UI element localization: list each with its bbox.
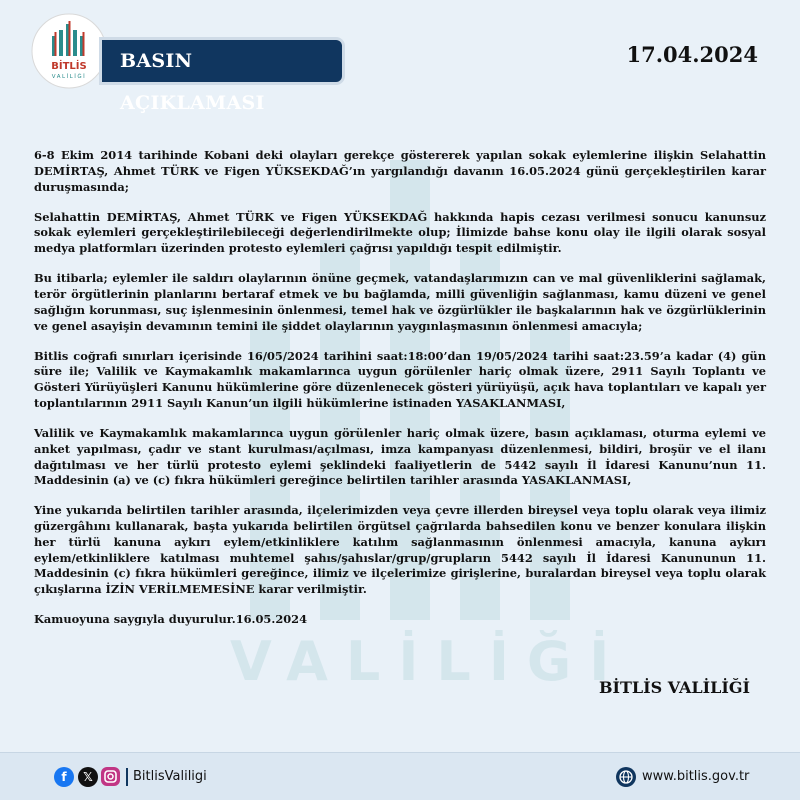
header-banner	[102, 40, 342, 114]
facebook-icon[interactable]: f	[54, 767, 74, 787]
paragraph-4: Bitlis coğrafi sınırları içerisinde 16/05/2024 tarihini saat:18:00’dan 19/05/2024 tarihi saat:23.59’a kadar (4) gün süre ile; Valilik ve Kaymakamlık makamlarınca uygun görülenler hariç olmak üzere, 2911 Sayılı Toplantı ve Gösteri Yürüyüşleri Kanunu hükümlerine göre düzenlenecek gösteri yürüyüşü, açık hava toplantıları ve kapalı yer toplantılarının 2911 Sayılı Kanun’un ilgili hükümlerine istinaden YASAKLANMASI,	[34, 348, 766, 410]
release-date: 17.04.2024	[626, 42, 758, 67]
watermark-text: VALİLİĞİ	[230, 630, 628, 693]
banner-title: BASIN AÇIKLAMASI	[120, 50, 265, 114]
press-release-body	[34, 148, 766, 642]
globe-icon	[616, 767, 636, 787]
website-link[interactable]: www.bitlis.gov.tr	[642, 769, 750, 784]
social-handle[interactable]: BitlisValiligi	[133, 769, 207, 784]
footer	[0, 752, 800, 800]
paragraph-6: Yine yukarıda belirtilen tarihler arasında, ilçelerimizden veya çevre illerden bireysel veya toplu olarak veya ilimiz güzergâhını kullanarak, başta yukarıda belirtilen örgütsel çağrılarda bahsedilen konu ve benzer konulara ilişkin her türlü kanuna aykırı eylem/etkinliklere katılım sağlanmasının önlenmesi amacıyla, kanuna aykırı eylem/etkinliklere katılması muhtemel şahıs/şahıslar/grup/grupların 5442 sayılı İl İdaresi Kanununun 11. Maddesinin (c) fıkra hükümleri gereğince, ilimiz ve ilçelerimize girişlerine, buralardan bireysel veya toplu olarak çıkışlarına İZİN VERİLMEMESİNE karar verilmiştir.	[34, 503, 766, 597]
handle-divider	[126, 768, 128, 786]
instagram-icon[interactable]	[101, 767, 120, 786]
paragraph-1: 6-8 Ekim 2014 tarihinde Kobani deki olayları gerekçe göstererek yapılan sokak eylemlerine ilişkin Selahattin DEMİRTAŞ, Ahmet TÜRK ve Figen YÜKSEKDAĞ’ın yargılandığı davanın 16.05.2024 günü gerçekleştirilen karar duruşmasında;	[34, 148, 766, 194]
paragraph-5: Valilik ve Kaymakamlık makamlarınca uygun görülenler hariç olmak üzere, basın açıklaması, oturma eylemi ve anket yapılması, çadır ve stant kurulması/açılması, imza kampanyası düzenlenmesi, bildiri, broşür ve el ilanı dağıtılması ve her türlü protesto eylemi şeklindeki faaliyetlerin de 5442 sayılı İl İdaresi Kanunu’nun 11. Maddesinin (a) ve (c) fıkra hükümleri gereğince belirtilen tarihler arasında YASAKLANMASI,	[34, 425, 766, 488]
closing-line: Kamuoyuna saygıyla duyurulur.16.05.2024	[34, 612, 308, 627]
paragraph-3: Bu itibarla; eylemler ile saldırı olaylarının önüne geçmek, vatandaşlarımızın can ve mal güvenliklerini sağlamak, terör örgütlerinin planlarını bertaraf etmek ve bu bağlamda, milli güvenliğin sağlanması, kamu düzeni ve genel sağlığın korunması, suç işlenmesinin önlenmesi, temel hak ve özgürlükler ile başkalarının hak ve özgürlüklerinin ve genel asayişin devamının temini ile şiddet olaylarının yaygınlaşmasının önlenmesi amacıyla;	[34, 271, 766, 333]
svg-text:VALİLİĞİ: VALİLİĞİ	[51, 74, 87, 80]
svg-text:BİTLİS: BİTLİS	[51, 61, 87, 72]
signature: BİTLİS VALİLİĞİ	[599, 678, 750, 697]
paragraph-2: Selahattin DEMİRTAŞ, Ahmet TÜRK ve Figen YÜKSEKDAĞ hakkında hapis cezası verilmesi sonucu kanunsuz sokak eylemleri gerçekleştirilebileceği değerlendirilmekte olup; İlimizde bahse konu olay ile ilgili olarak sosyal medya platformları üzerinden protesto eylemleri çağrısı yapıldığı tespit edilmiştir.	[34, 209, 766, 256]
bitlis-logo	[30, 12, 108, 90]
x-icon[interactable]: 𝕏	[78, 767, 98, 787]
